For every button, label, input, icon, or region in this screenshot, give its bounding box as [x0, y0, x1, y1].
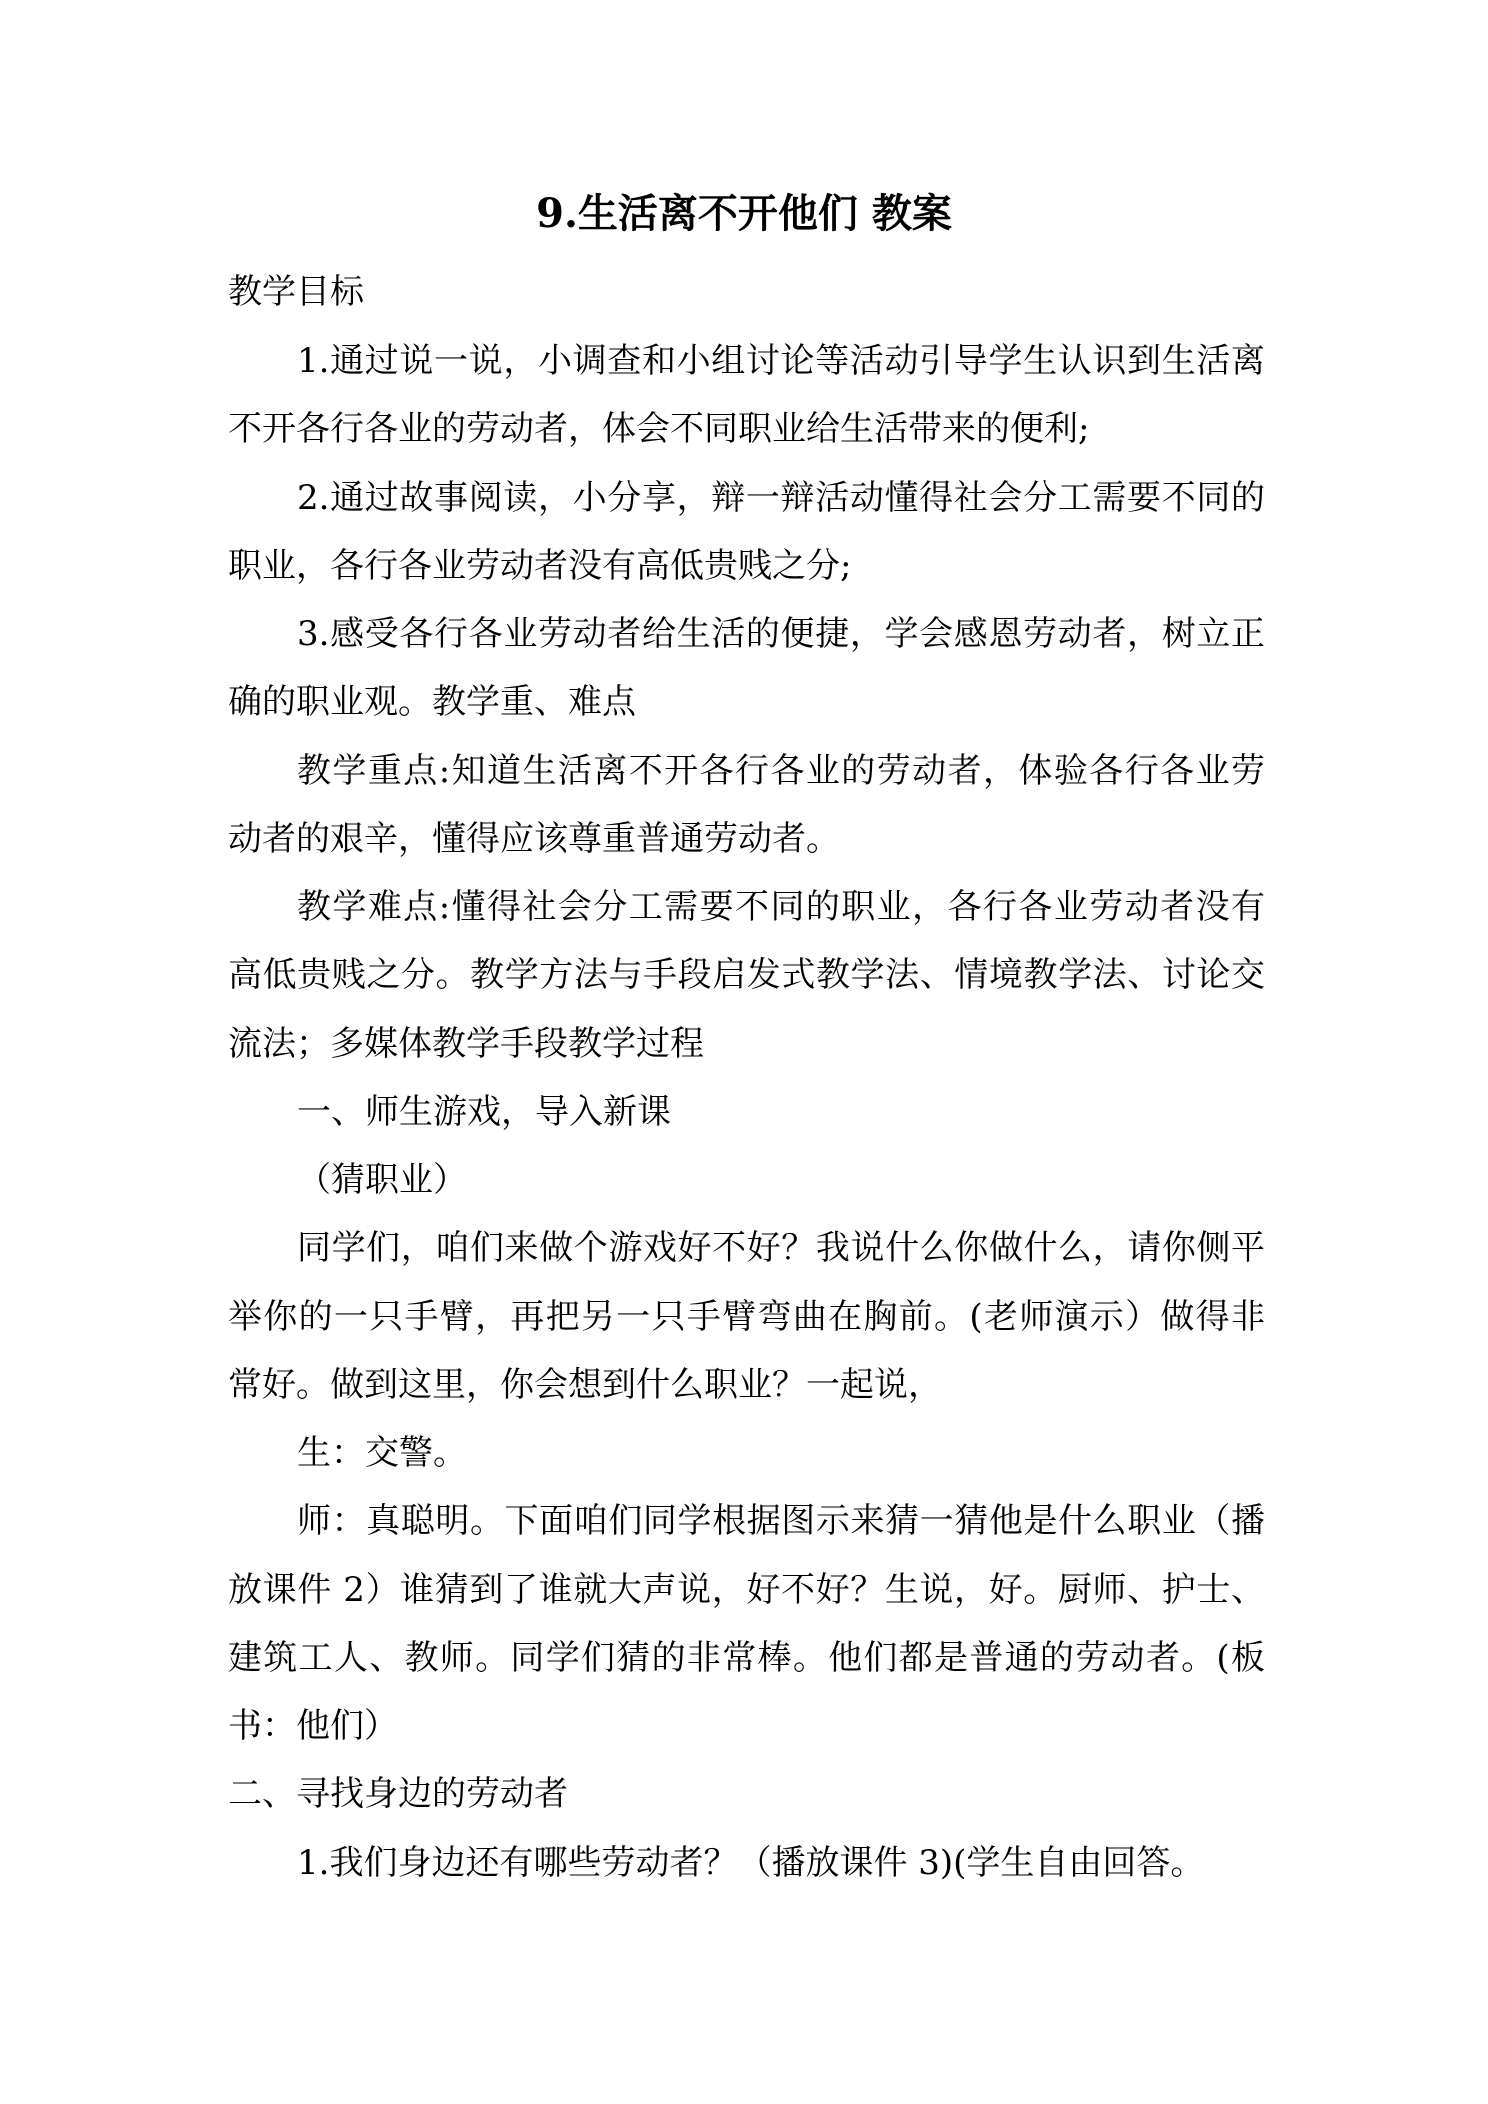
text-line: 动者的艰辛，懂得应该尊重普通劳动者。 [228, 819, 840, 859]
text-line: 1.我们身边还有哪些劳动者？（播放课件 3)(学生自由回答。 [297, 1843, 1205, 1883]
text-line: 书：他们） [228, 1706, 398, 1746]
text-line: 教学难点:懂得社会分工需要不同的职业，各行各业劳动者没有 [297, 887, 1265, 927]
text-line: 确的职业观。教学重、难点 [228, 682, 636, 722]
text-line-section-heading: 一、师生游戏，导入新课 [297, 1092, 671, 1132]
text-line: 1.通过说一说，小调查和小组讨论等活动引导学生认识到生活离 [297, 341, 1265, 381]
text-line-heading-objectives: 教学目标 [228, 272, 364, 312]
text-line: （猜职业） [297, 1160, 467, 1200]
text-line: 职业，各行各业劳动者没有高低贵贱之分; [228, 546, 852, 586]
text-line: 生：交警。 [297, 1433, 467, 1473]
document-title: 9.生活离不开他们 教案 [536, 190, 952, 237]
text-line: 2.通过故事阅读，小分享，辩一辩活动懂得社会分工需要不同的 [297, 478, 1265, 518]
text-line: 同学们，咱们来做个游戏好不好？我说什么你做什么，请你侧平 [297, 1228, 1265, 1268]
text-line: 师：真聪明。下面咱们同学根据图示来猜一猜他是什么职业（播 [297, 1501, 1265, 1541]
text-line: 教学重点:知道生活离不开各行各业的劳动者，体验各行各业劳 [297, 751, 1265, 791]
text-line: 流法；多媒体教学手段教学过程 [228, 1024, 704, 1064]
text-line: 举你的一只手臂，再把另一只手臂弯曲在胸前。(老师演示）做得非 [228, 1297, 1265, 1337]
text-line: 高低贵贱之分。教学方法与手段启发式教学法、情境教学法、讨论交 [228, 955, 1265, 995]
text-line-section-heading: 二、寻找身边的劳动者 [228, 1774, 568, 1814]
text-line: 常好。做到这里，你会想到什么职业？一起说， [228, 1365, 942, 1405]
text-line: 3.感受各行各业劳动者给生活的便捷，学会感恩劳动者，树立正 [297, 614, 1265, 654]
text-line: 不开各行各业的劳动者，体会不同职业给生活带来的便利; [228, 409, 1090, 449]
text-line: 放课件 2）谁猜到了谁就大声说，好不好？生说，好。厨师、护士、 [228, 1570, 1265, 1610]
text-line: 建筑工人、教师。同学们猜的非常棒。他们都是普通的劳动者。(板 [228, 1638, 1265, 1678]
